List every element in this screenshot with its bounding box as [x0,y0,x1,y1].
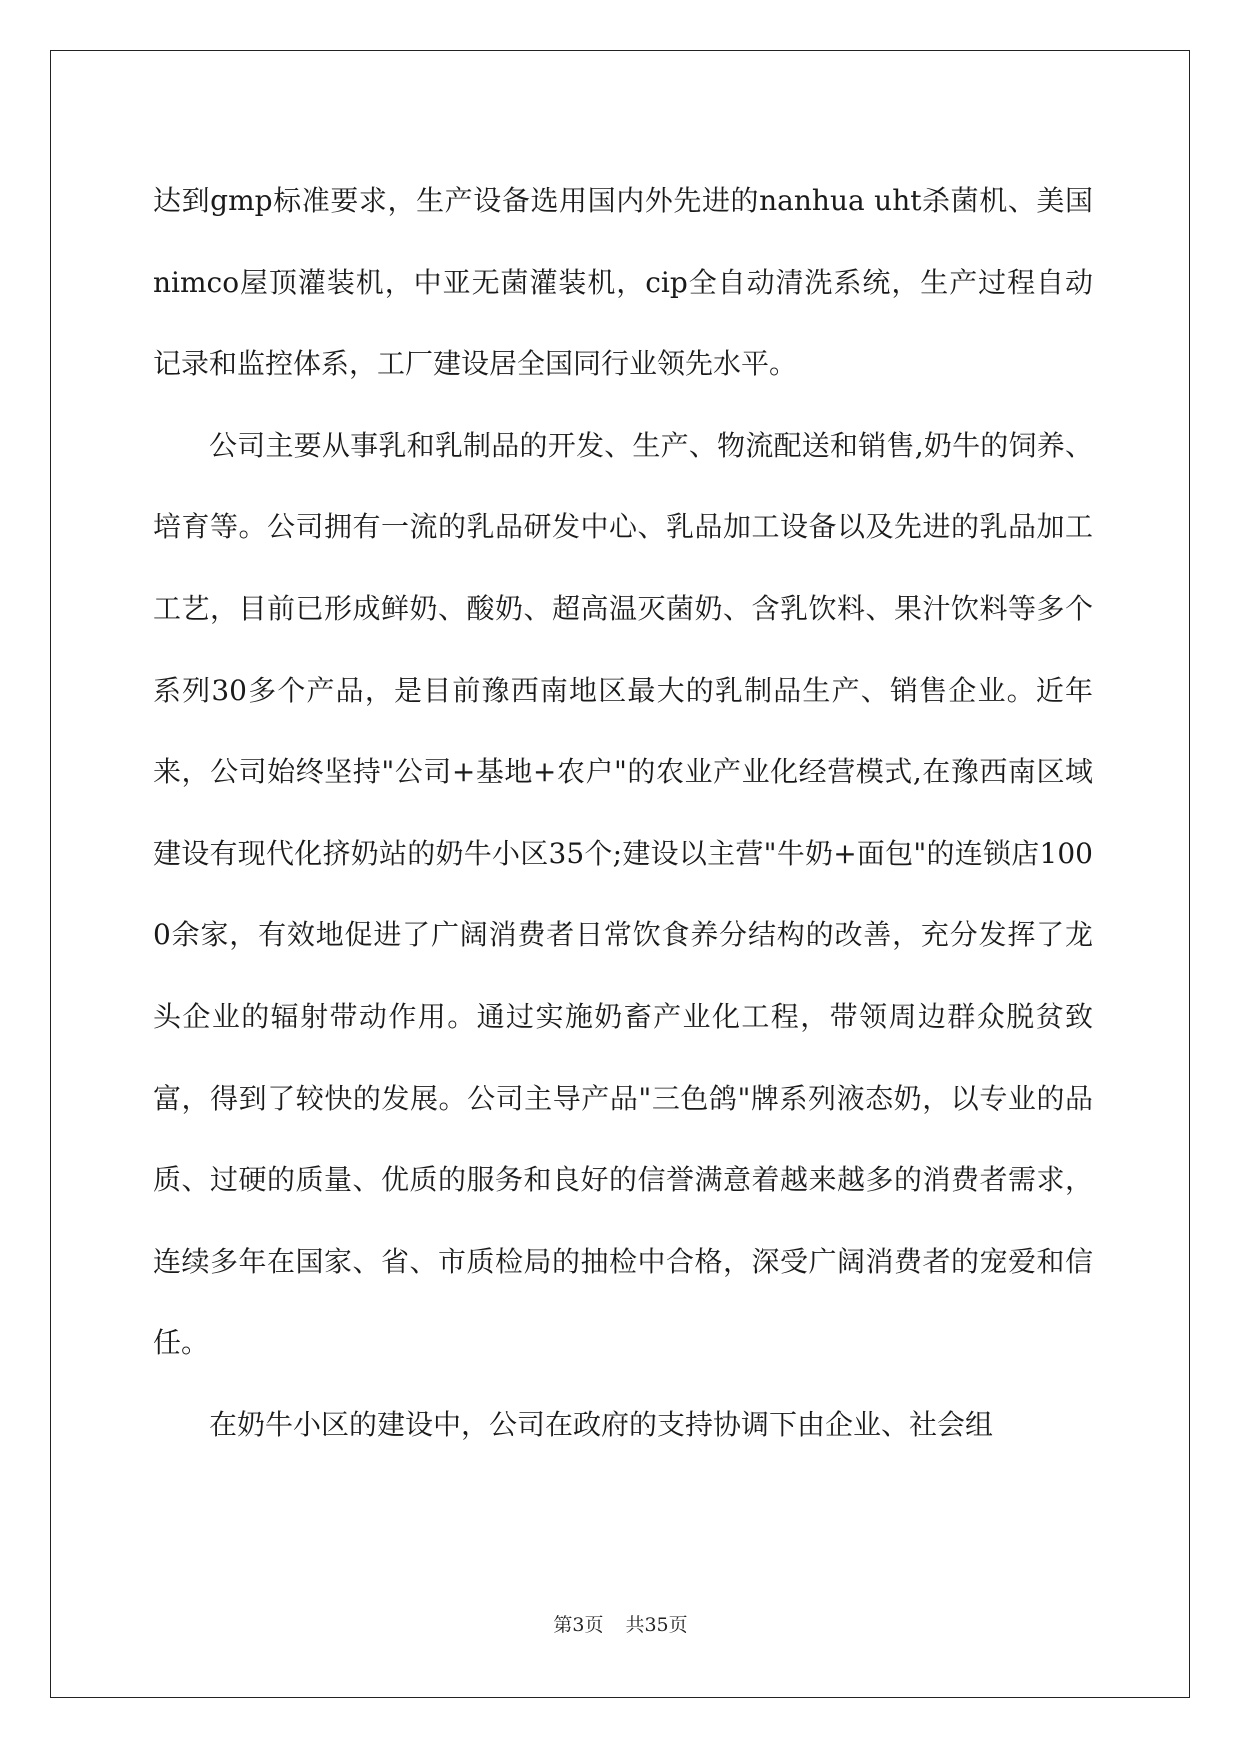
document-body [153,160,1093,1466]
paragraph-2: 公司主要从事乳和乳制品的开发、生产、物流配送和销售,奶牛的饲养、培育等。公司拥有一流的乳品研发中心、乳品加工设备以及先进的乳品加工工艺，目前已形成鲜奶、酸奶、超高温灭菌奶、含乳饮料、果汁饮料等多个系列30多个产品，是目前豫西南地区最大的乳制品生产、销售企业。近年来，公司始终坚持"公司+基地+农户"的农业产业化经营模式,在豫西南区域建设有现代化挤奶站的奶牛小区35个;建设以主营"牛奶+面包"的连锁店1000余家，有效地促进了广阔消费者日常饮食养分结构的改善，充分发挥了龙头企业的辐射带动作用。通过实施奶畜产业化工程，带领周边群众脱贫致富，得到了较快的发展。公司主导产品"三色鸽"牌系列液态奶，以专业的品质、过硬的质量、优质的服务和良好的信誉满意着越来越多的消费者需求，连续多年在国家、省、市质检局的抽检中合格，深受广阔消费者的宠爱和信任。 [153,428,1093,1360]
paragraph-1: 达到gmp标准要求，生产设备选用国内外先进的nanhua uht杀菌机、美国nimco屋顶灌装机，中亚无菌灌装机，cip全自动清洗系统，生产过程自动记录和监控体系，工厂建设居全国同行业领先水平。 [153,184,1093,381]
page-total: 共35页 [625,1614,688,1636]
paragraph-3: 在奶牛小区的建设中，公司在政府的支持协调下由企业、社会组 [209,1407,994,1441]
page-footer [0,1610,1241,1637]
page-number: 第3页 [553,1614,604,1636]
